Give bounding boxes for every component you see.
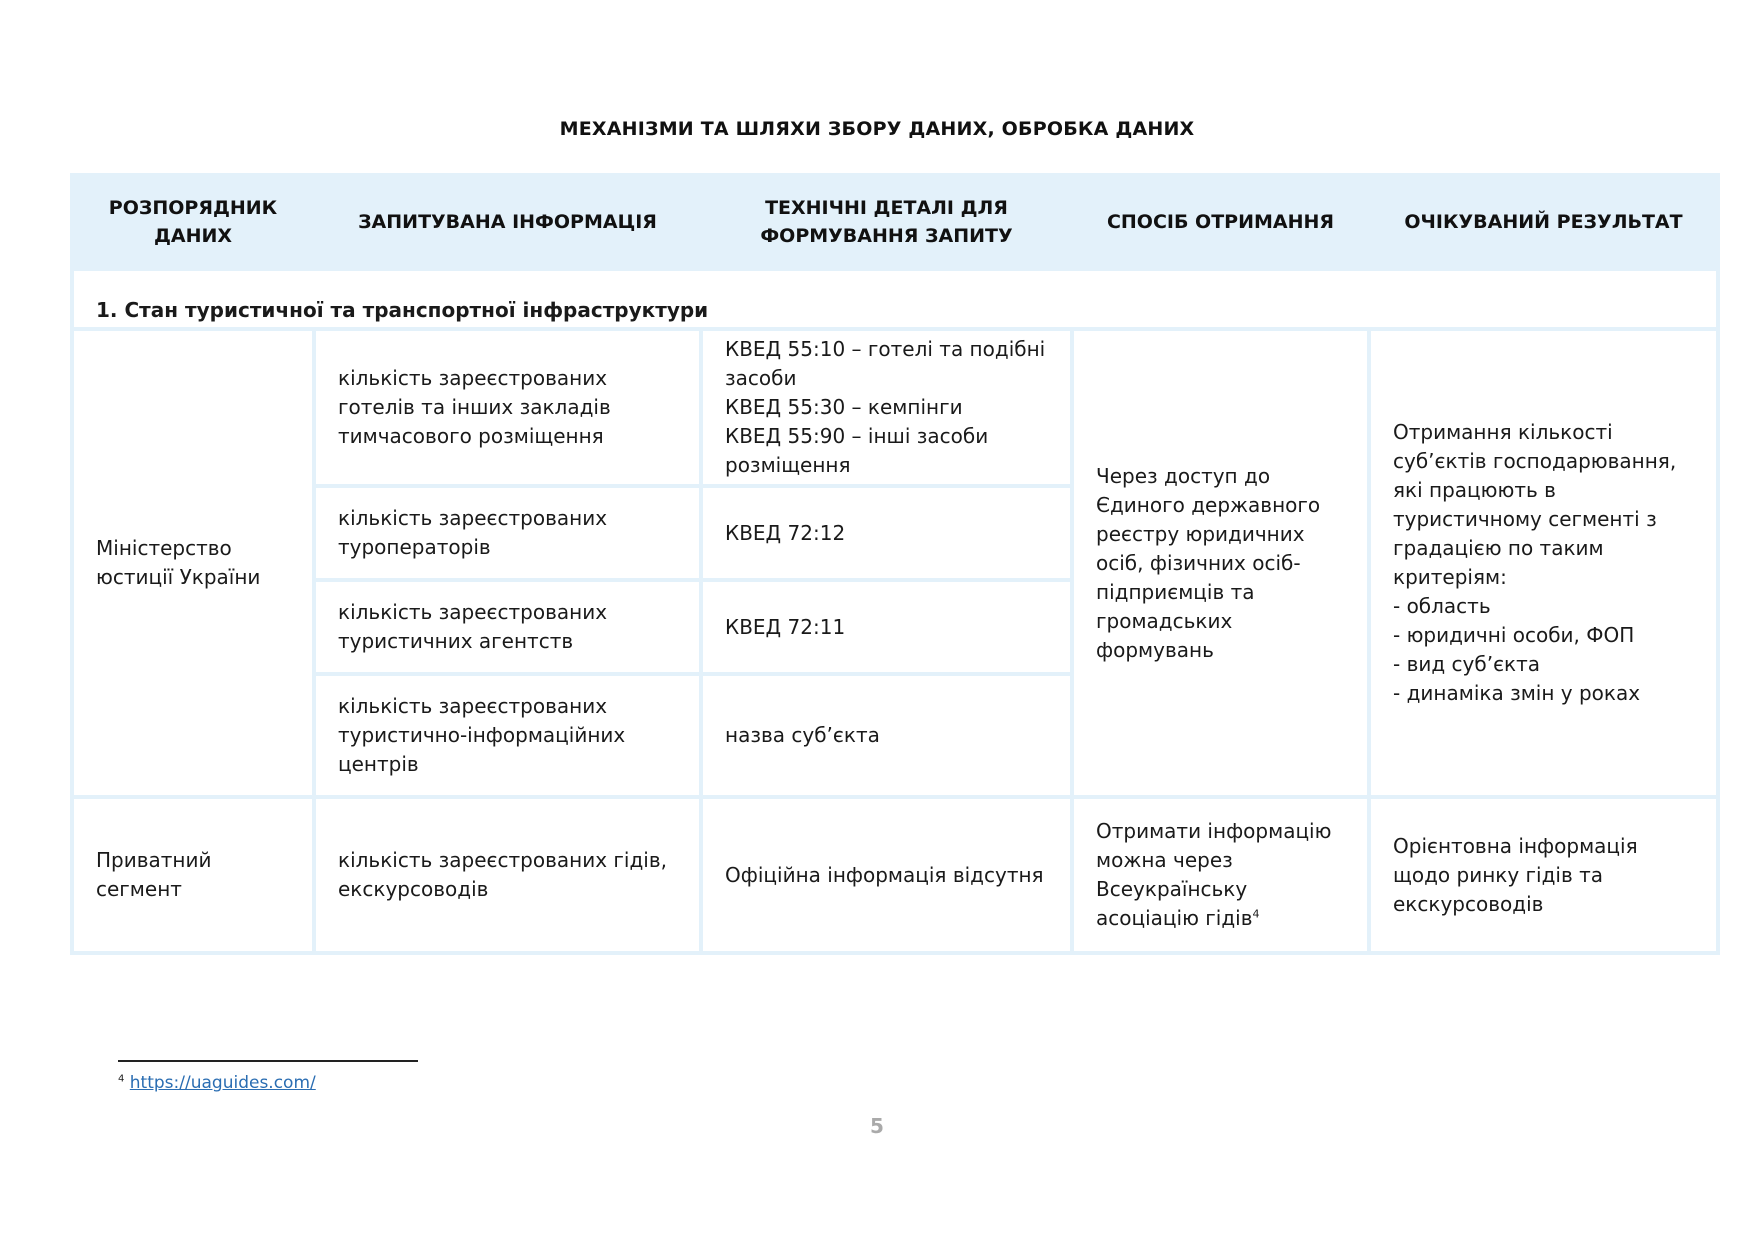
- header-method: СПОСІБ ОТРИМАННЯ: [1074, 177, 1367, 267]
- technical-details-cell: КВЕД 55:10 – готелі та подібні засоби КВЕД 55:30 – кемпінги КВЕД 55:90 – інші засоби розміщення: [703, 331, 1070, 484]
- data-owner-cell: Міністерство юстиції України: [74, 331, 312, 795]
- expected-result-cell: Орієнтовна інформація щодо ринку гідів та екскурсоводів: [1371, 799, 1716, 951]
- requested-info-cell: кількість зареєстрованих гідів, екскурсоводів: [316, 799, 699, 951]
- header-expected-result: ОЧІКУВАНИЙ РЕЗУЛЬТАТ: [1371, 177, 1716, 267]
- header-data-owner: РОЗПОРЯДНИК ДАНИХ: [74, 177, 312, 267]
- technical-details-cell: назва суб’єкта: [703, 676, 1070, 795]
- data-collection-table: [70, 173, 1720, 955]
- footnote: [118, 1073, 316, 1093]
- data-owner-cell: Приватний сегмент: [74, 799, 312, 951]
- technical-details-cell: КВЕД 72:12: [703, 488, 1070, 578]
- section-row: [74, 271, 1716, 327]
- expected-result-cell: Отримання кількості суб’єктів господарювання, які працюють в туристичному сегменті з градацією по таким критеріям: - область - юридичні особи, ФОП - вид суб’єкта - динаміка змін у роках: [1371, 331, 1716, 795]
- header-technical-details: ТЕХНІЧНІ ДЕТАЛІ ДЛЯ ФОРМУВАННЯ ЗАПИТУ: [703, 177, 1070, 267]
- method-text: Отримати інформацію можна через Всеукраїнську асоціацію гідів: [1096, 819, 1332, 930]
- requested-info-cell: кількість зареєстрованих готелів та інших закладів тимчасового розміщення: [316, 331, 699, 484]
- technical-details-cell: КВЕД 72:11: [703, 582, 1070, 672]
- page-title: МЕХАНІЗМИ ТА ШЛЯХИ ЗБОРУ ДАНИХ, ОБРОБКА ДАНИХ: [559, 118, 1195, 140]
- table-row: [74, 799, 1716, 951]
- footnote-mark: 4: [118, 1073, 125, 1085]
- footnote-link[interactable]: https://uaguides.com/: [129, 1073, 316, 1093]
- table-row: [74, 331, 1716, 484]
- table-header-row: [74, 177, 1716, 267]
- requested-info-cell: кількість зареєстрованих туристично-інформаційних центрів: [316, 676, 699, 795]
- footnote-reference: 4: [1252, 907, 1260, 921]
- footnote-divider: [118, 1060, 418, 1062]
- section-title: 1. Стан туристичної та транспортної інфраструктури: [74, 271, 1716, 327]
- requested-info-cell: кількість зареєстрованих туроператорів: [316, 488, 699, 578]
- method-cell: Через доступ до Єдиного державного реєстру юридичних осіб, фізичних осіб- підприємців та громадських формувань: [1074, 331, 1367, 795]
- page-number: 5: [870, 1114, 884, 1138]
- method-cell: [1074, 799, 1367, 951]
- header-requested-info: ЗАПИТУВАНА ІНФОРМАЦІЯ: [316, 177, 699, 267]
- requested-info-cell: кількість зареєстрованих туристичних агентств: [316, 582, 699, 672]
- technical-details-cell: Офіційна інформація відсутня: [703, 799, 1070, 951]
